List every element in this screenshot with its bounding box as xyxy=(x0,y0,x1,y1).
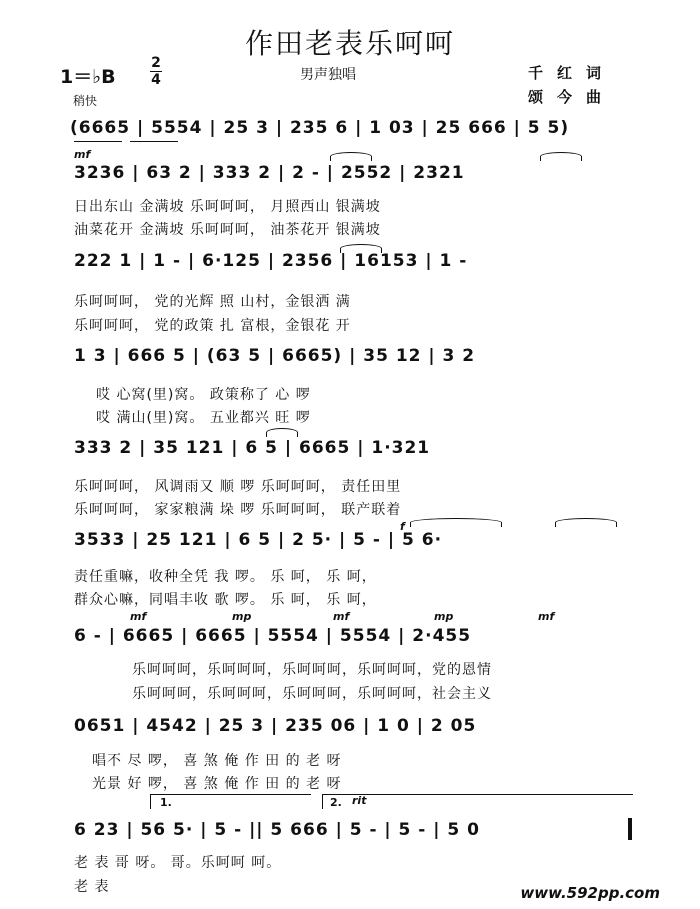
final-barline xyxy=(628,818,632,840)
notation-row-8: 6 23 | 56 5· | 5 - || 5 666 | 5 - | 5 - | 5 0 xyxy=(74,820,480,840)
dynamic-mf: mf xyxy=(130,610,147,623)
notation-row-7: 0651 | 4542 | 25 3 | 235 06 | 1 0 | 2 05 xyxy=(74,716,477,736)
lyric-row-6-verse-1: 乐呵呵呵，乐呵呵呵，乐呵呵呵，乐呵呵呵，党的恩情 xyxy=(132,662,492,678)
lyric-row-5-verse-2: 群众心嘛，同唱丰收 歌 啰。 乐 呵， 乐 呵， xyxy=(74,592,377,608)
time-signature xyxy=(150,56,162,87)
slur xyxy=(266,428,298,437)
lyric-row-2-verse-1: 乐呵呵呵， 党的光辉 照 山村，金银洒 满 xyxy=(74,294,351,310)
lyric-row-7-verse-2: 光景 好 啰， 喜 煞 俺 作 田 的 老 呀 xyxy=(92,776,342,792)
key-signature: 1＝♭B xyxy=(60,66,116,88)
second-ending-bracket xyxy=(322,794,633,809)
lyric-row-8-verse-1: 老 表 哥 呀。 哥。乐呵呵 呵。 xyxy=(74,855,282,871)
lyricist-credit: 千红词 xyxy=(528,64,616,82)
lyric-row-2-verse-2: 乐呵呵呵， 党的政策 扎 富根，金银花 开 xyxy=(74,318,351,334)
first-ending-label: 1. xyxy=(160,796,172,809)
lyric-row-6-verse-2: 乐呵呵呵，乐呵呵呵，乐呵呵呵，乐呵呵呵，社会主义 xyxy=(132,686,492,702)
composer-credit: 颂今曲 xyxy=(528,88,616,106)
slur xyxy=(410,518,502,527)
dynamic-mf: mf xyxy=(538,610,555,623)
first-ending-bracket xyxy=(150,794,311,809)
lyric-row-7-verse-1: 唱不 尽 啰， 喜 煞 俺 作 田 的 老 呀 xyxy=(92,753,342,769)
lyric-row-1-verse-2: 油菜花开 金满坡 乐呵呵呵， 油茶花开 银满坡 xyxy=(74,222,381,238)
ritardando: rit xyxy=(352,794,367,807)
second-ending-label: 2. xyxy=(330,796,342,809)
dynamic-mf: mf xyxy=(74,148,91,161)
slur xyxy=(330,152,372,161)
lyric-row-4-verse-1: 乐呵呵呵， 风调雨又 顺 啰 乐呵呵呵， 责任田里 xyxy=(74,479,402,495)
meter-top: 2 xyxy=(151,55,161,71)
notation-row-1: 3236 | 63 2 | 333 2 | 2 - | 2552 | 2321 xyxy=(74,163,465,183)
notation-row-2: 222 1 | 1 - | 6·125 | 2356 | 16153 | 1 - xyxy=(74,251,468,271)
slur xyxy=(540,152,582,161)
song-title: 作田老表乐呵呵 xyxy=(244,27,455,60)
lyric-row-1-verse-1: 日出东山 金满坡 乐呵呵呵， 月照西山 银满坡 xyxy=(74,199,381,215)
lyric-row-8-verse-2: 老 表 xyxy=(74,879,110,895)
beam-line xyxy=(130,141,178,142)
slur xyxy=(340,244,382,253)
beam-line xyxy=(74,141,122,142)
meter-bottom: 4 xyxy=(151,72,161,88)
site-watermark: www.592pp.com xyxy=(520,884,660,902)
slur xyxy=(555,518,617,527)
dynamic-mp: mp xyxy=(232,610,252,623)
lyric-row-3-verse-1: 哎 心窝(里)窝。 政策称了 心 啰 xyxy=(96,387,311,403)
tempo-marking: 稍快 xyxy=(73,94,98,108)
notation-row-5: 3533 | 25 121 | 6 5 | 2 5· | 5 - | 5 6· xyxy=(74,530,443,550)
lyric-row-4-verse-2: 乐呵呵呵， 家家粮满 垛 啰 乐呵呵呵， 联产联着 xyxy=(74,502,402,518)
notation-row-0: (6665 | 5554 | 25 3 | 235 6 | 1 03 | 25 666 | 5 5) xyxy=(70,118,570,138)
performer: 男声独唱 xyxy=(300,67,356,83)
lyric-row-5-verse-1: 责任重嘛，收种全凭 我 啰。 乐 呵， 乐 呵， xyxy=(74,569,377,585)
notation-row-4: 333 2 | 35 121 | 6 5 | 6665 | 1·321 xyxy=(74,438,431,458)
dynamic-mf: mf xyxy=(333,610,350,623)
notation-row-6: 6 - | 6665 | 6665 | 5554 | 5554 | 2·455 xyxy=(74,626,472,646)
notation-row-3: 1 3 | 666 5 | (63 5 | 6665) | 35 12 | 3 2 xyxy=(74,346,476,366)
lyric-row-3-verse-2: 哎 满山(里)窝。 五业都兴 旺 啰 xyxy=(96,410,311,426)
dynamic-mp: mp xyxy=(434,610,454,623)
dynamic-f: f xyxy=(400,520,405,533)
